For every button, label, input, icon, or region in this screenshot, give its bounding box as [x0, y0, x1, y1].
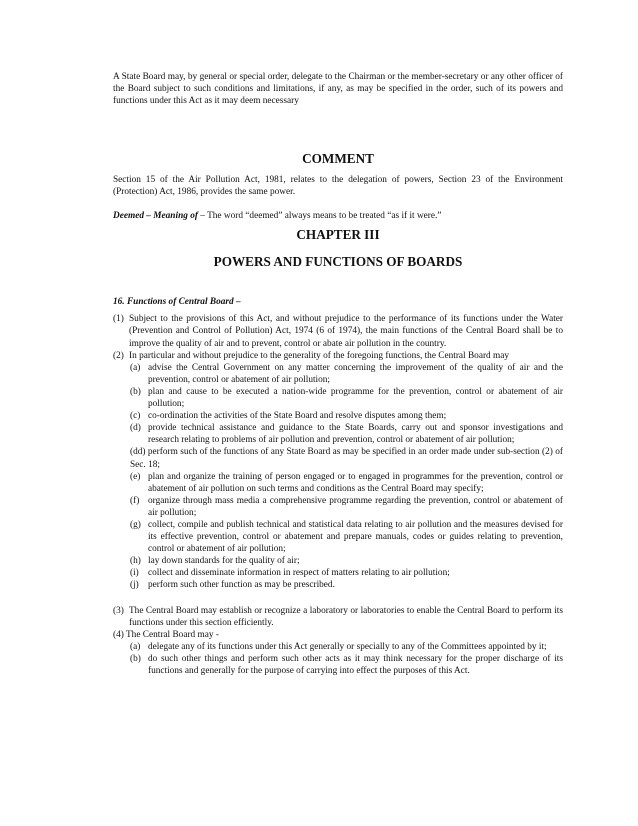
sub-clause-marker: (b) — [130, 386, 141, 397]
clause-text: Subject to the provisions of this Act, and without prejudice to the performance of its functions under the Water (Prevention and Control of Pollution) Act, 1974 (6 of 1974), the main functions of the Central Board shall be to improve the quality of air and to prevent, control or abate air pollution in the country. — [129, 314, 563, 349]
sub-clause-marker: (j) — [130, 580, 139, 591]
sub-clause-text: plan and organize the training of person engaged or to engaged in programmes for the prevention, control or abatement of air pollution on such terms and conditions as the Central Board may specify; — [148, 471, 563, 494]
deemed-label: Deemed – Meaning of — [113, 211, 198, 222]
sub-clause-marker: (a) — [130, 641, 141, 652]
deemed-text: – The word “deemed” always means to be treated “as if it were.” — [197, 211, 442, 222]
sub-clause-text: organize through mass media a comprehensive programme regarding the prevention, control or abatement of air pollution; — [148, 495, 563, 518]
sub-clause — [113, 579, 563, 591]
sub-clause — [113, 555, 563, 567]
sub-clause-marker: (c) — [130, 411, 141, 422]
clause-1 — [113, 313, 563, 349]
sub-clause-marker: (b) — [130, 653, 141, 664]
sub-clause-text: collect and disseminate information in respect of matters relating to air pollution; — [148, 568, 450, 579]
clause-marker: (2) — [113, 350, 124, 361]
chapter-title: POWERS AND FUNCTIONS OF BOARDS — [213, 254, 463, 270]
sub-clause-marker: (i) — [130, 568, 139, 579]
sub-clause — [113, 641, 563, 653]
sub-clause — [113, 422, 563, 446]
clause-marker: (4) — [113, 629, 124, 640]
sub-clause — [113, 386, 563, 410]
sub-clause-marker: (d) — [130, 423, 141, 434]
document-page — [113, 71, 563, 677]
sub-clause-text: lay down standards for the quality of air; — [148, 556, 300, 567]
sub-clause-text: co-ordination the activities of the State Board and resolve disputes among them; — [148, 411, 447, 422]
sub-clause — [113, 410, 563, 422]
clause-marker: (3) — [113, 605, 124, 616]
sub-clause — [113, 471, 563, 495]
sub-clause-text: delegate any of its functions under this Act generally or specially to any of the Committees appointed by it; — [148, 641, 547, 652]
deemed-paragraph — [113, 210, 563, 222]
sub-clause — [113, 567, 563, 579]
sub-clause-text: perform such other function as may be prescribed. — [148, 580, 335, 591]
sub-clause-marker: (e) — [130, 471, 141, 482]
sub-clause-marker: (g) — [130, 519, 141, 530]
intro-paragraph: A State Board may, by general or special order, delegate to the Chairman or the member-secretary or any other officer of the Board subject to such conditions and limitations, if any, as may be specified in the order, such of its powers and functions under this Act as it may deem necessary — [113, 72, 563, 107]
sub-clause-marker: (a) — [130, 362, 141, 373]
sub-clause-text: do such other things and perform such other acts as it may think necessary for the proper discharge of its functions and generally for the purpose of carrying into effect the purposes of this Act. — [148, 653, 563, 676]
clause-4 — [113, 629, 563, 641]
clause-3 — [113, 605, 563, 629]
section-title: 16. Functions of Central Board – — [113, 297, 241, 308]
sub-clause-text: advise the Central Government on any matter concerning the improvement of the quality of air and the prevention, control or abatement of air pollution; — [148, 362, 563, 385]
comment-paragraph: Section 15 of the Air Pollution Act, 1981, relates to the delegation of powers, Section 23 of the Environment (Protection) Act, 1986, provides the same power. — [113, 175, 563, 198]
clause-text: The Central Board may establish or recognize a laboratory or laboratories to enable the Central Board to perform its functions under this section efficiently. — [129, 605, 563, 628]
sub-clause — [113, 362, 563, 386]
clause-text: In particular and without prejudice to the generality of the foregoing functions, the Central Board may — [129, 350, 510, 361]
sub-clause — [113, 653, 563, 677]
sub-clause-marker: (h) — [130, 556, 141, 567]
clause-marker: (1) — [113, 314, 124, 325]
clause-text: The Central Board may - — [126, 629, 219, 640]
sub-clause-text: plan and cause to be executed a nation-wide programme for the prevention, control or abatement of air pollution; — [148, 386, 563, 410]
sub-clause-text: collect, compile and publish technical and statistical data relating to air pollution and the measures devised for its effective prevention, control or abatement and prepare manuals, codes or guides relating to prevention, control or abatement of air pollution; — [148, 519, 563, 555]
chapter-heading: CHAPTER III — [296, 227, 380, 243]
sub-clause — [113, 495, 563, 519]
sub-clause-dd: (dd) perform such of the functions of any State Board as may be specified in an order made under sub-section (2) of Sec. 18; — [130, 447, 563, 470]
sub-clause-marker: (f) — [130, 495, 140, 506]
sub-clause-text: provide technical assistance and guidance to the State Boards, carry out and sponsor investigations and research relating to problems of air pollution and prevention, control or abatement of air pollution; — [148, 423, 563, 446]
comment-heading: COMMENT — [302, 151, 374, 166]
sub-clause — [113, 519, 563, 555]
clause-2 — [113, 350, 563, 362]
